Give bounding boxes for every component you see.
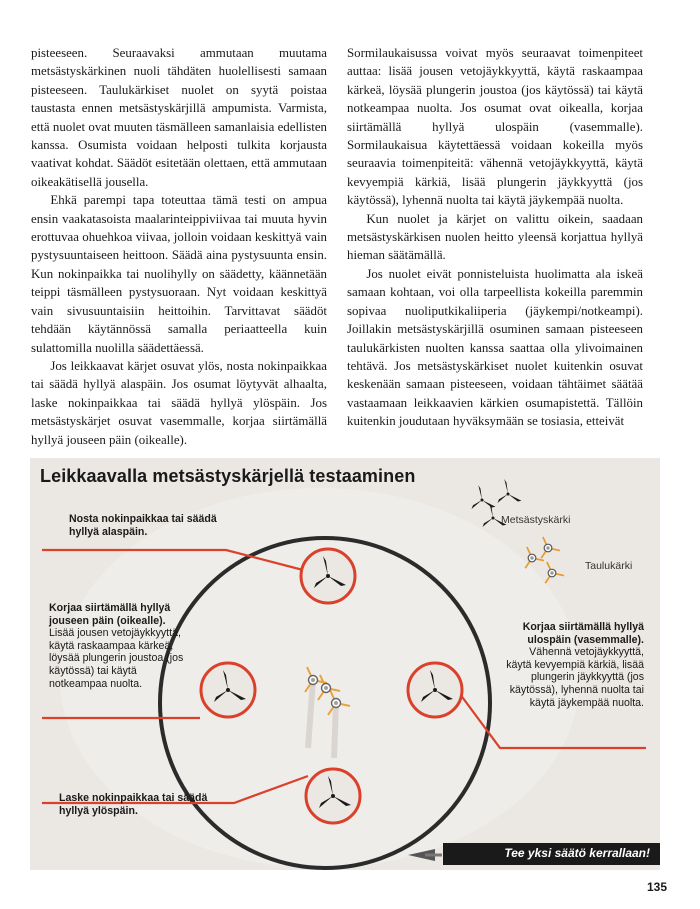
callout-body: Vähennä vetojäykkyyttä, käytä kevyempiä kärkiä, lisää plungerin jäykkyyttä (jos käytössä), lyhennä nuolta tai käytä jäykempää nuolta. [506,646,644,709]
page-number: 135 [647,880,668,894]
paragraph: pisteeseen. Seuraavaksi ammutaan muutama metsästyskärkinen nuoli tähdäten huolellisesti samaan pisteeseen. Taulukärkiset nuolet on syytä poistaa taustasta ennen metsästyskärjillä ampumista. Varmista, että nuolet ovat muuten täsmälleen samanlaisia edellisten kanssa. Osumista voidaan helposti tulkita korjausta vaativat kohdat. Säädöt esitetään olettaen, että ammutaan oikeakätisellä jousella. [31,46,327,189]
paragraph: Kun nuolet ja kärjet on valittu oikein, saadaan metsästyskärkisen nuolen heitto yleensä korjattua hyllyä hieman säätämällä. [347,211,643,263]
paragraph: Ehkä parempi tapa toteuttaa tämä testi on ampua ensin vaakatasoista maalarinteippiviivaa tai muuta hyvin erottuvaa ohuehkoa viivaa, jolloin voidaan keskittyä vain pystysuuntaiseen heittoon. Säädä aina pystysuunta ensin. Kun nokinpaikka tai nuolihylly on säädetty, käännetään teippi täsmälleen pystysuoraan. Nyt voidaan keskittyä vain sivusuuntaisiin heittoihin. Tarvittavat säädöt tehdään käytännössä samalla periaatteella kuin sulattomilla nuolilla säädettäessä. [31,193,327,355]
callout-adjust-down [59,792,239,817]
callout-lead: Korjaa siirtämällä hyllyä ulospäin (vasemmalle). [522,621,644,646]
callout-adjust-right [504,621,644,709]
paragraph: Sormilaukaisussa voivat myös seuraavat toimenpiteet auttaa: lisää jousen vetojäykkyyttä, käytä raskaampaa kärkeä, löysää plungerin joustoa (jos käytössä) tai käytä notkeampaa nuolta. Jos osumat ovat oikealla, korjaa siirtämällä hyllyä ulospäin (vasemmalle). Sormilaukaisua käytettäessä voidaan kokeilla myös seuraavia toimenpiteitä: vähennä vetojäykkyyttä, käytä kevyempiä kärkiä, lisää plungerin jäykkyyttä (jos käytössä), lyhennä nuolta tai käytä jäykempää nuolta. [347,46,643,208]
paragraph: Jos nuolet eivät ponnisteluista huolimatta ala iskeä samaan kohtaan, voi olla tarpeellista kokeilla paremmin sopivaa nuoliputkikaliiperia (jäykempi/notkeampi). Joillakin metsästyskärjillä osuminen samaan pisteeseen taulukärkisten nuolten kanssa saattaa olla ylivoimainen tehtävä. Jos metsästyskärkiset nuolet kuitenkin osuvat keskenään samaan pisteeseen, voidaan tähtäimet säätää vastaamaan leikkaavien kärkien osumapistettä. Tällöin kuitenkin joudutaan hyväksymään se tosiasia, etteivät [347,266,643,429]
tip-banner [443,843,660,865]
callout-adjust-left [49,602,191,690]
text-column-left [31,44,327,449]
infographic-title: Leikkaavalla metsästyskärjellä testaaminen [40,466,416,486]
text-column-right [347,44,643,431]
legend-fieldpoint-label: Taulukärki [585,560,633,572]
tip-text: Tee yksi säätö kerrallaan! [504,846,650,860]
infographic-broadhead-test [30,458,660,870]
paragraph: Jos leikkaavat kärjet osuvat ylös, nosta nokinpaikkaa tai säädä hyllyä alaspäin. Jos osumat löytyvät alhaalta, laske nokinpaikkaa tai säädä hyllyä ylöspäin. Jos metsästyskärjet osuvat vasemmalle, korjaa siirtämällä hyllyä jouseen päin (oikealle). [31,358,327,447]
callout-lead: Laske nokinpaikkaa tai säädä hyllyä ylöspäin. [59,792,208,817]
legend-broadhead-label: Metsästyskärki [501,514,571,526]
callout-adjust-up [69,513,239,538]
callout-lead: Korjaa siirtämällä hyllyä jouseen päin (oikealle). [49,602,171,627]
callout-lead: Nosta nokinpaikkaa tai säädä hyllyä alaspäin. [69,513,217,538]
callout-body: Lisää jousen vetojäykkyyttä, käytä raskaampaa kärkeä, löysää plungerin joustoa (jos käytössä) tai käytä notkeampaa nuolta. [49,627,184,690]
